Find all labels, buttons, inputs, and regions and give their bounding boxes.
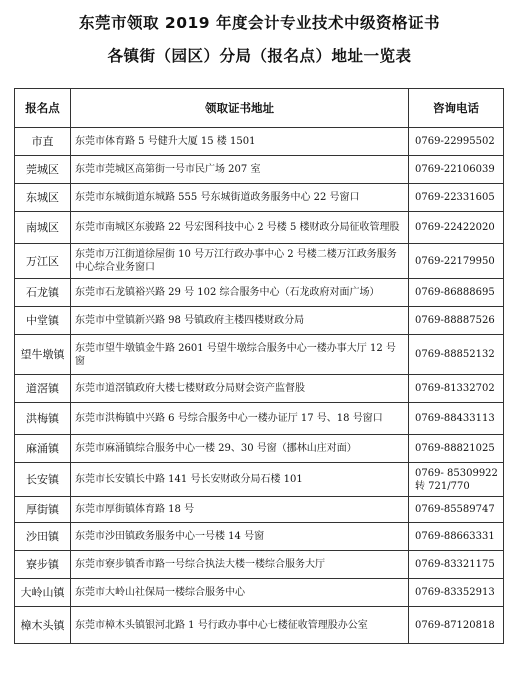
row-phone: 0769-88852132	[409, 335, 504, 375]
table-row	[15, 184, 504, 212]
row-address: 东莞市南城区东骏路 22 号宏图科技中心 2 号楼 5 楼财政分局征收管理股	[71, 212, 409, 244]
table-row	[15, 244, 504, 279]
row-phone: 0769-83321175	[409, 551, 504, 579]
table-row	[15, 551, 504, 579]
row-phone: 0769-22179950	[409, 244, 504, 279]
row-address: 东莞市厚街镇体育路 18 号	[71, 497, 409, 523]
row-site: 长安镇	[15, 463, 71, 497]
table-row	[15, 463, 504, 497]
table-row	[15, 579, 504, 607]
address-table	[14, 88, 504, 644]
row-address: 东莞市望牛墩镇金牛路 2601 号望牛墩综合服务中心一楼办事大厅 12 号窗	[71, 335, 409, 375]
row-phone: 0769-22995502	[409, 128, 504, 156]
row-site: 樟木头镇	[15, 607, 71, 644]
row-site: 沙田镇	[15, 523, 71, 551]
row-site: 市直	[15, 128, 71, 156]
row-address: 东莞市中堂镇新兴路 98 号镇政府主楼四楼财政分局	[71, 307, 409, 335]
row-site: 望牛墩镇	[15, 335, 71, 375]
row-address: 东莞市洪梅镇中兴路 6 号综合服务中心一楼办证厅 17 号、18 号窗口	[71, 403, 409, 435]
row-site: 道滘镇	[15, 375, 71, 403]
row-phone: 0769-88887526	[409, 307, 504, 335]
table-row	[15, 128, 504, 156]
row-address: 东莞市万江街道徐屋街 10 号万江行政办事中心 2 号楼二楼万江政务服务中心综合业务窗口	[71, 244, 409, 279]
row-site: 寮步镇	[15, 551, 71, 579]
table-row	[15, 335, 504, 375]
row-site: 南城区	[15, 212, 71, 244]
header-phone: 咨询电话	[409, 89, 504, 128]
table-row	[15, 307, 504, 335]
row-site: 石龙镇	[15, 279, 71, 307]
row-address: 东莞市大岭山社保局一楼综合服务中心	[71, 579, 409, 607]
table-row	[15, 607, 504, 644]
row-site: 洪梅镇	[15, 403, 71, 435]
row-phone: 0769-22331605	[409, 184, 504, 212]
row-site: 中堂镇	[15, 307, 71, 335]
row-phone: 0769-81332702	[409, 375, 504, 403]
row-site: 麻涌镇	[15, 435, 71, 463]
row-address: 东莞市东城街道东城路 555 号东城街道政务服务中心 22 号窗口	[71, 184, 409, 212]
row-site: 厚街镇	[15, 497, 71, 523]
table-body	[15, 128, 504, 644]
row-site: 万江区	[15, 244, 71, 279]
row-phone: 0769-88433113	[409, 403, 504, 435]
row-phone: 0769-86888695	[409, 279, 504, 307]
row-phone: 0769-85589747	[409, 497, 504, 523]
document-title-line-1: 东莞市领取 2019 年度会计专业技术中级资格证书	[79, 14, 440, 32]
document-title-line-2: 各镇街（园区）分局（报名点）地址一览表	[107, 47, 412, 65]
row-address: 东莞市道滘镇政府大楼七楼财政分局财会资产监督股	[71, 375, 409, 403]
table-row	[15, 279, 504, 307]
table-header-row	[15, 89, 504, 128]
table-row	[15, 375, 504, 403]
table-row	[15, 212, 504, 244]
row-phone: 0769-87120818	[409, 607, 504, 644]
row-phone: 0769-22106039	[409, 156, 504, 184]
table-row	[15, 156, 504, 184]
table-row	[15, 523, 504, 551]
row-address: 东莞市石龙镇裕兴路 29 号 102 综合服务中心（石龙政府对面广场）	[71, 279, 409, 307]
table-row	[15, 403, 504, 435]
header-address: 领取证书地址	[71, 89, 409, 128]
row-address: 东莞市寮步镇香市路一号综合执法大楼一楼综合服务大厅	[71, 551, 409, 579]
row-phone: 0769-83352913	[409, 579, 504, 607]
row-phone: 0769-22422020	[409, 212, 504, 244]
row-site: 莞城区	[15, 156, 71, 184]
row-site: 东城区	[15, 184, 71, 212]
row-address: 东莞市樟木头镇银河北路 1 号行政办事中心七楼征收管理股办公室	[71, 607, 409, 644]
header-site: 报名点	[15, 89, 71, 128]
row-phone: 0769-88663331	[409, 523, 504, 551]
row-address: 东莞市体育路 5 号健升大厦 15 楼 1501	[71, 128, 409, 156]
row-phone: 0769-88821025	[409, 435, 504, 463]
row-address: 东莞市长安镇长中路 141 号长安财政分局石楼 101	[71, 463, 409, 497]
table-row	[15, 435, 504, 463]
row-address: 东莞市麻涌镇综合服务中心一楼 29、30 号窗（挪林山庄对面）	[71, 435, 409, 463]
row-address: 东莞市沙田镇政务服务中心一号楼 14 号窗	[71, 523, 409, 551]
row-address: 东莞市莞城区高第街一号市民广场 207 室	[71, 156, 409, 184]
table-row	[15, 497, 504, 523]
row-site: 大岭山镇	[15, 579, 71, 607]
row-phone: 0769- 85309922 转 721/770	[409, 463, 504, 497]
